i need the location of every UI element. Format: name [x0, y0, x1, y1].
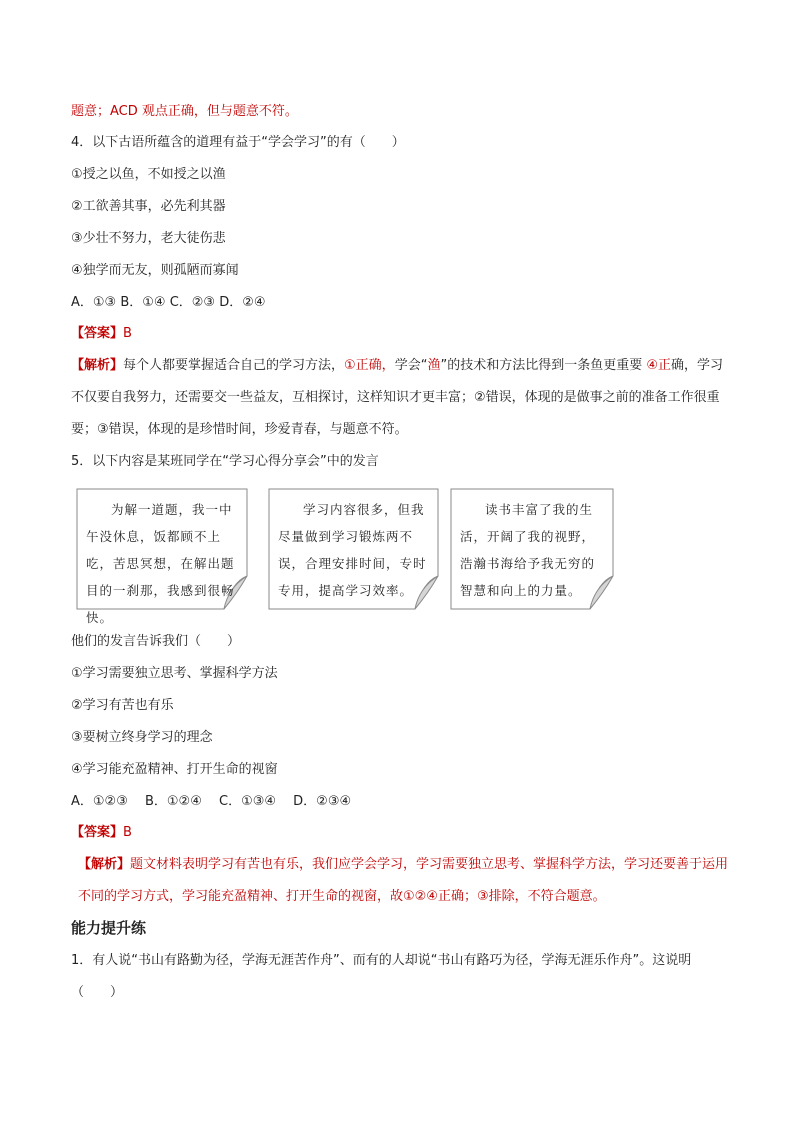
- q5-analysis-label: 【解析】: [78, 857, 131, 872]
- q4-option-2: ②工欲善其事，必先利其器: [71, 199, 226, 214]
- q5-stem: 5．以下内容是某班同学在“学习心得分享会”中的发言: [71, 454, 379, 469]
- q4-stem: 4．以下古语所蕴含的道理有益于“学会学习”的有（ ）: [71, 135, 405, 150]
- q5-answer-label: 【答案】: [71, 825, 124, 840]
- section-title: 能力提升练: [71, 919, 147, 937]
- q4-analysis: [71, 350, 731, 446]
- previous-answer-tail: 题意；ACD 观点正确，但与题意不符。: [71, 104, 298, 119]
- note-card-3-text: 读书丰富了我的生活，开阔了我的视野，浩瀚书海给予我无穷的智慧和向上的力量。: [460, 502, 596, 598]
- q5-choices: A．①②③ B．①②④ C．①③④ D．②③④: [71, 794, 352, 809]
- note-card-1: [76, 488, 248, 625]
- note-card-2-text: 学习内容很多，但我尽量做到学习锻炼两不误，合理安排时间，专时专用，提高学习效率。: [278, 502, 427, 598]
- q5-ask: 他们的发言告诉我们（ ）: [71, 634, 241, 649]
- q4-analysis-highlight-1: ①正确，: [344, 358, 395, 373]
- q5-option-4: ④学习能充盈精神、打开生命的视窗: [71, 762, 278, 777]
- q4-answer-value: B: [123, 326, 132, 341]
- q5-option-2: ②学习有苦也有乐: [71, 698, 174, 713]
- q5-answer: [71, 824, 132, 842]
- q5-analysis: [78, 849, 738, 913]
- q4-analysis-text-3: ”的技术和方法比得到一条鱼更重要: [440, 358, 647, 373]
- q4-analysis-highlight-3: ④正: [646, 358, 671, 373]
- q5-option-3: ③要树立终身学习的理念: [71, 730, 213, 745]
- q5-answer-value: B: [123, 825, 132, 840]
- note-card-2: [268, 488, 440, 610]
- q4-analysis-label: 【解析】: [71, 358, 124, 373]
- q4-option-3: ③少壮不努力，老大徒伤悲: [71, 231, 226, 246]
- q5-analysis-text: 题文材料表明学习有苦也有乐，我们应学会学习，学习需要独立思考、掌握科学方法，学习还要善于运用不同的学习方式，学习能充盈精神、打开生命的视窗，故①②④正确；③排除，不符合题意。: [78, 857, 729, 904]
- q1-stem: 1．有人说“书山有路勤为径，学海无涯苦作舟”、而有的人却说“书山有路巧为径，学海无涯乐作舟”。这说明（ ）: [71, 953, 692, 1000]
- note-card-1-text: 为解一道题，我一中午没休息，饭都顾不上吃，苦思冥想，在解出题目的一刹那，我感到很畅快。: [86, 502, 235, 625]
- q4-answer: [71, 325, 132, 343]
- q4-analysis-text-2: 学会“: [394, 358, 428, 373]
- q4-option-4: ④独学而无友，则孤陋而寡闻: [71, 263, 239, 278]
- q4-option-1: ①授之以鱼，不如授之以渔: [71, 167, 226, 182]
- note-card-3: [450, 488, 622, 610]
- q5-option-1: ①学习需要独立思考、掌握科学方法: [71, 666, 278, 681]
- q4-analysis-text-4: 确，学习不仅要自我努力，还需要交一些益友，互相探讨，这样知识才更丰富；②错误，体现的是做事之前的准备工作很重要；③错误，体现的是珍惜时间，珍爱青春，与题意不符。: [71, 358, 723, 437]
- q4-choices: A．①③ B．①④ C．②③ D．②④: [71, 295, 266, 310]
- q4-analysis-highlight-2: 渔: [427, 358, 441, 373]
- q4-answer-label: 【答案】: [71, 326, 124, 341]
- q4-analysis-text-1: 每个人都要掌握适合自己的学习方法，: [123, 358, 345, 373]
